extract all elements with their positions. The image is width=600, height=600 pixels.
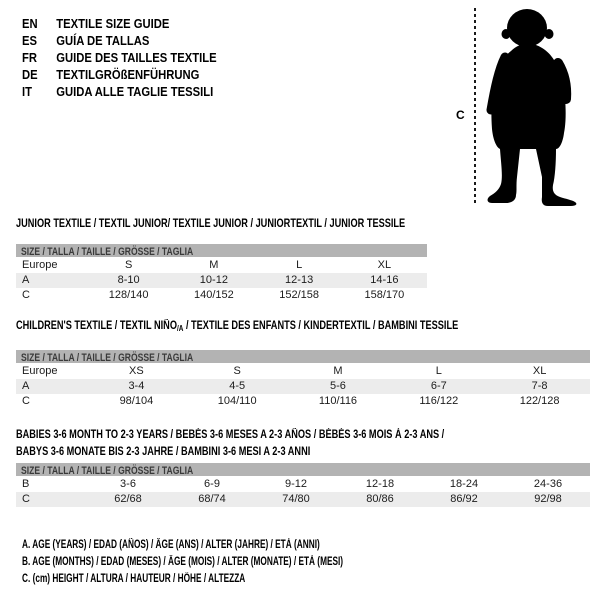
lang-code: ES <box>22 34 38 48</box>
lang-code: IT <box>22 85 32 99</box>
table-row-height <box>16 288 427 303</box>
cell: 18-24 <box>449 478 479 490</box>
cell: 68/74 <box>198 493 226 505</box>
row-label: A <box>22 274 30 286</box>
cell: 110/116 <box>318 395 358 407</box>
height-measure-label: C <box>456 108 465 122</box>
cell: 104/110 <box>217 395 257 407</box>
size-header-label: SIZE / TALLA / TAILLE / GRÖSSE / TAGLIA <box>21 465 194 476</box>
table-title <box>16 427 475 461</box>
table-row-age-months <box>16 477 590 492</box>
table-title <box>16 320 475 335</box>
footnote-c: C. (cm) HEIGHT / ALTURA / HAUTEUR / HÖHE / ALTEZZA <box>22 573 246 585</box>
table-row-europe <box>16 258 427 273</box>
row-label: Europe <box>22 365 58 377</box>
lang-row-it <box>22 84 217 101</box>
cell: 122/128 <box>519 395 560 407</box>
cell: S <box>124 259 133 271</box>
footnotes <box>22 537 468 588</box>
lang-code: DE <box>22 68 38 82</box>
title-part: CHILDREN'S TEXTILE / TEXTIL NIÑO <box>16 320 177 332</box>
cell: XL <box>377 259 392 271</box>
lang-label: GUIDE DES TAILLES TEXTILE <box>56 51 217 65</box>
size-header-bar <box>16 350 590 363</box>
cell: 6-7 <box>430 380 447 392</box>
cell: 140/152 <box>193 289 234 301</box>
lang-row-en <box>22 16 217 33</box>
cell: 158/170 <box>364 289 405 301</box>
cell: 3-6 <box>120 478 136 490</box>
row-label: A <box>22 380 30 392</box>
lang-row-es <box>22 33 217 50</box>
table-row-age <box>16 273 427 288</box>
title-subscript: /A <box>176 324 184 333</box>
cell: 5-6 <box>330 380 346 392</box>
footnote-a: A. AGE (YEARS) / EDAD (AÑOS) / ÂGE (ANS) / ALTER (JAHRE) / ETÀ (ANNI) <box>22 539 320 551</box>
lang-code: EN <box>22 17 38 31</box>
table-row-height <box>16 394 590 409</box>
cell: 8-10 <box>117 274 140 286</box>
cell: 62/68 <box>114 493 142 505</box>
cell: XS <box>129 365 144 377</box>
cell: 14-16 <box>370 274 399 286</box>
cell: 128/140 <box>108 289 149 301</box>
babies-textile-table <box>16 427 590 507</box>
cell: M <box>333 365 343 377</box>
size-header-label: SIZE / TALLA / TAILLE / GRÖSSE / TAGLIA <box>21 246 194 257</box>
cell: 152/158 <box>279 289 319 301</box>
baby-silhouette-icon <box>486 7 580 207</box>
row-label: B <box>22 478 30 490</box>
lang-code: FR <box>22 51 38 65</box>
cell: 86/92 <box>450 493 478 505</box>
row-label: Europe <box>22 259 58 271</box>
title-line-2: BABYS 3-6 MONATE BIS 2-3 JAHRE / BAMBINI 3-6 MESI A 2-3 ANNI <box>16 446 311 458</box>
cell: 7-8 <box>531 380 548 392</box>
size-header-bar <box>16 463 590 476</box>
footnote-b: B. AGE (MONTHS) / EDAD (MESES) / ÂGE (MOIS) / ALTER (MONATE) / ETÀ (MESI) <box>22 556 344 568</box>
size-header-label: SIZE / TALLA / TAILLE / GRÖSSE / TAGLIA <box>21 352 194 363</box>
table-row-height <box>16 492 590 507</box>
cell: 98/104 <box>119 395 154 407</box>
cell: 92/98 <box>534 493 562 505</box>
cell: 10-12 <box>199 274 228 286</box>
lang-row-de <box>22 67 217 84</box>
cell: 12-18 <box>365 478 395 490</box>
cell: 12-13 <box>285 274 314 286</box>
cell: 80/86 <box>366 493 394 505</box>
table-row-age <box>16 379 590 394</box>
table-row-europe <box>16 364 590 379</box>
lang-label: GUÍA DE TALLAS <box>56 34 150 48</box>
height-measure-dashed-line <box>474 8 476 206</box>
cell: L <box>435 365 442 377</box>
table-title: JUNIOR TEXTILE / TEXTIL JUNIOR/ TEXTILE JUNIOR / JUNIORTEXTIL / JUNIOR TESSILE <box>16 218 406 230</box>
cell: S <box>233 365 241 377</box>
cell: M <box>209 259 219 271</box>
children-textile-table <box>16 320 590 409</box>
lang-label: GUIDA ALLE TAGLIE TESSILI <box>56 85 214 99</box>
lang-label: TEXTILE SIZE GUIDE <box>56 17 170 31</box>
junior-textile-table <box>16 218 427 303</box>
cell: 9-12 <box>284 478 308 490</box>
cell: 116/122 <box>419 395 459 407</box>
cell: XL <box>532 365 547 377</box>
language-legend <box>22 16 238 101</box>
title-part: / TEXTILE DES ENFANTS / KINDERTEXTIL / BAMBINI TESSILE <box>183 320 459 332</box>
row-label: C <box>22 395 30 407</box>
cell: L <box>296 259 303 271</box>
cell: 3-4 <box>128 380 145 392</box>
cell: 4-5 <box>229 380 246 392</box>
row-label: C <box>22 493 30 505</box>
title-line-1: BABIES 3-6 MONTH TO 2-3 YEARS / BEBÉS 3-6 MESES A 2-3 AÑOS / BÉBÉS 3-6 MOIS À 2-3 ANS / <box>16 429 445 441</box>
row-label: C <box>22 289 30 301</box>
size-header-bar <box>16 244 427 257</box>
cell: 6-9 <box>204 478 220 490</box>
cell: 24-36 <box>533 478 563 490</box>
lang-row-fr <box>22 50 217 67</box>
cell: 74/80 <box>282 493 310 505</box>
lang-label: TEXTILGRÖßENFÜHRUNG <box>56 68 200 82</box>
